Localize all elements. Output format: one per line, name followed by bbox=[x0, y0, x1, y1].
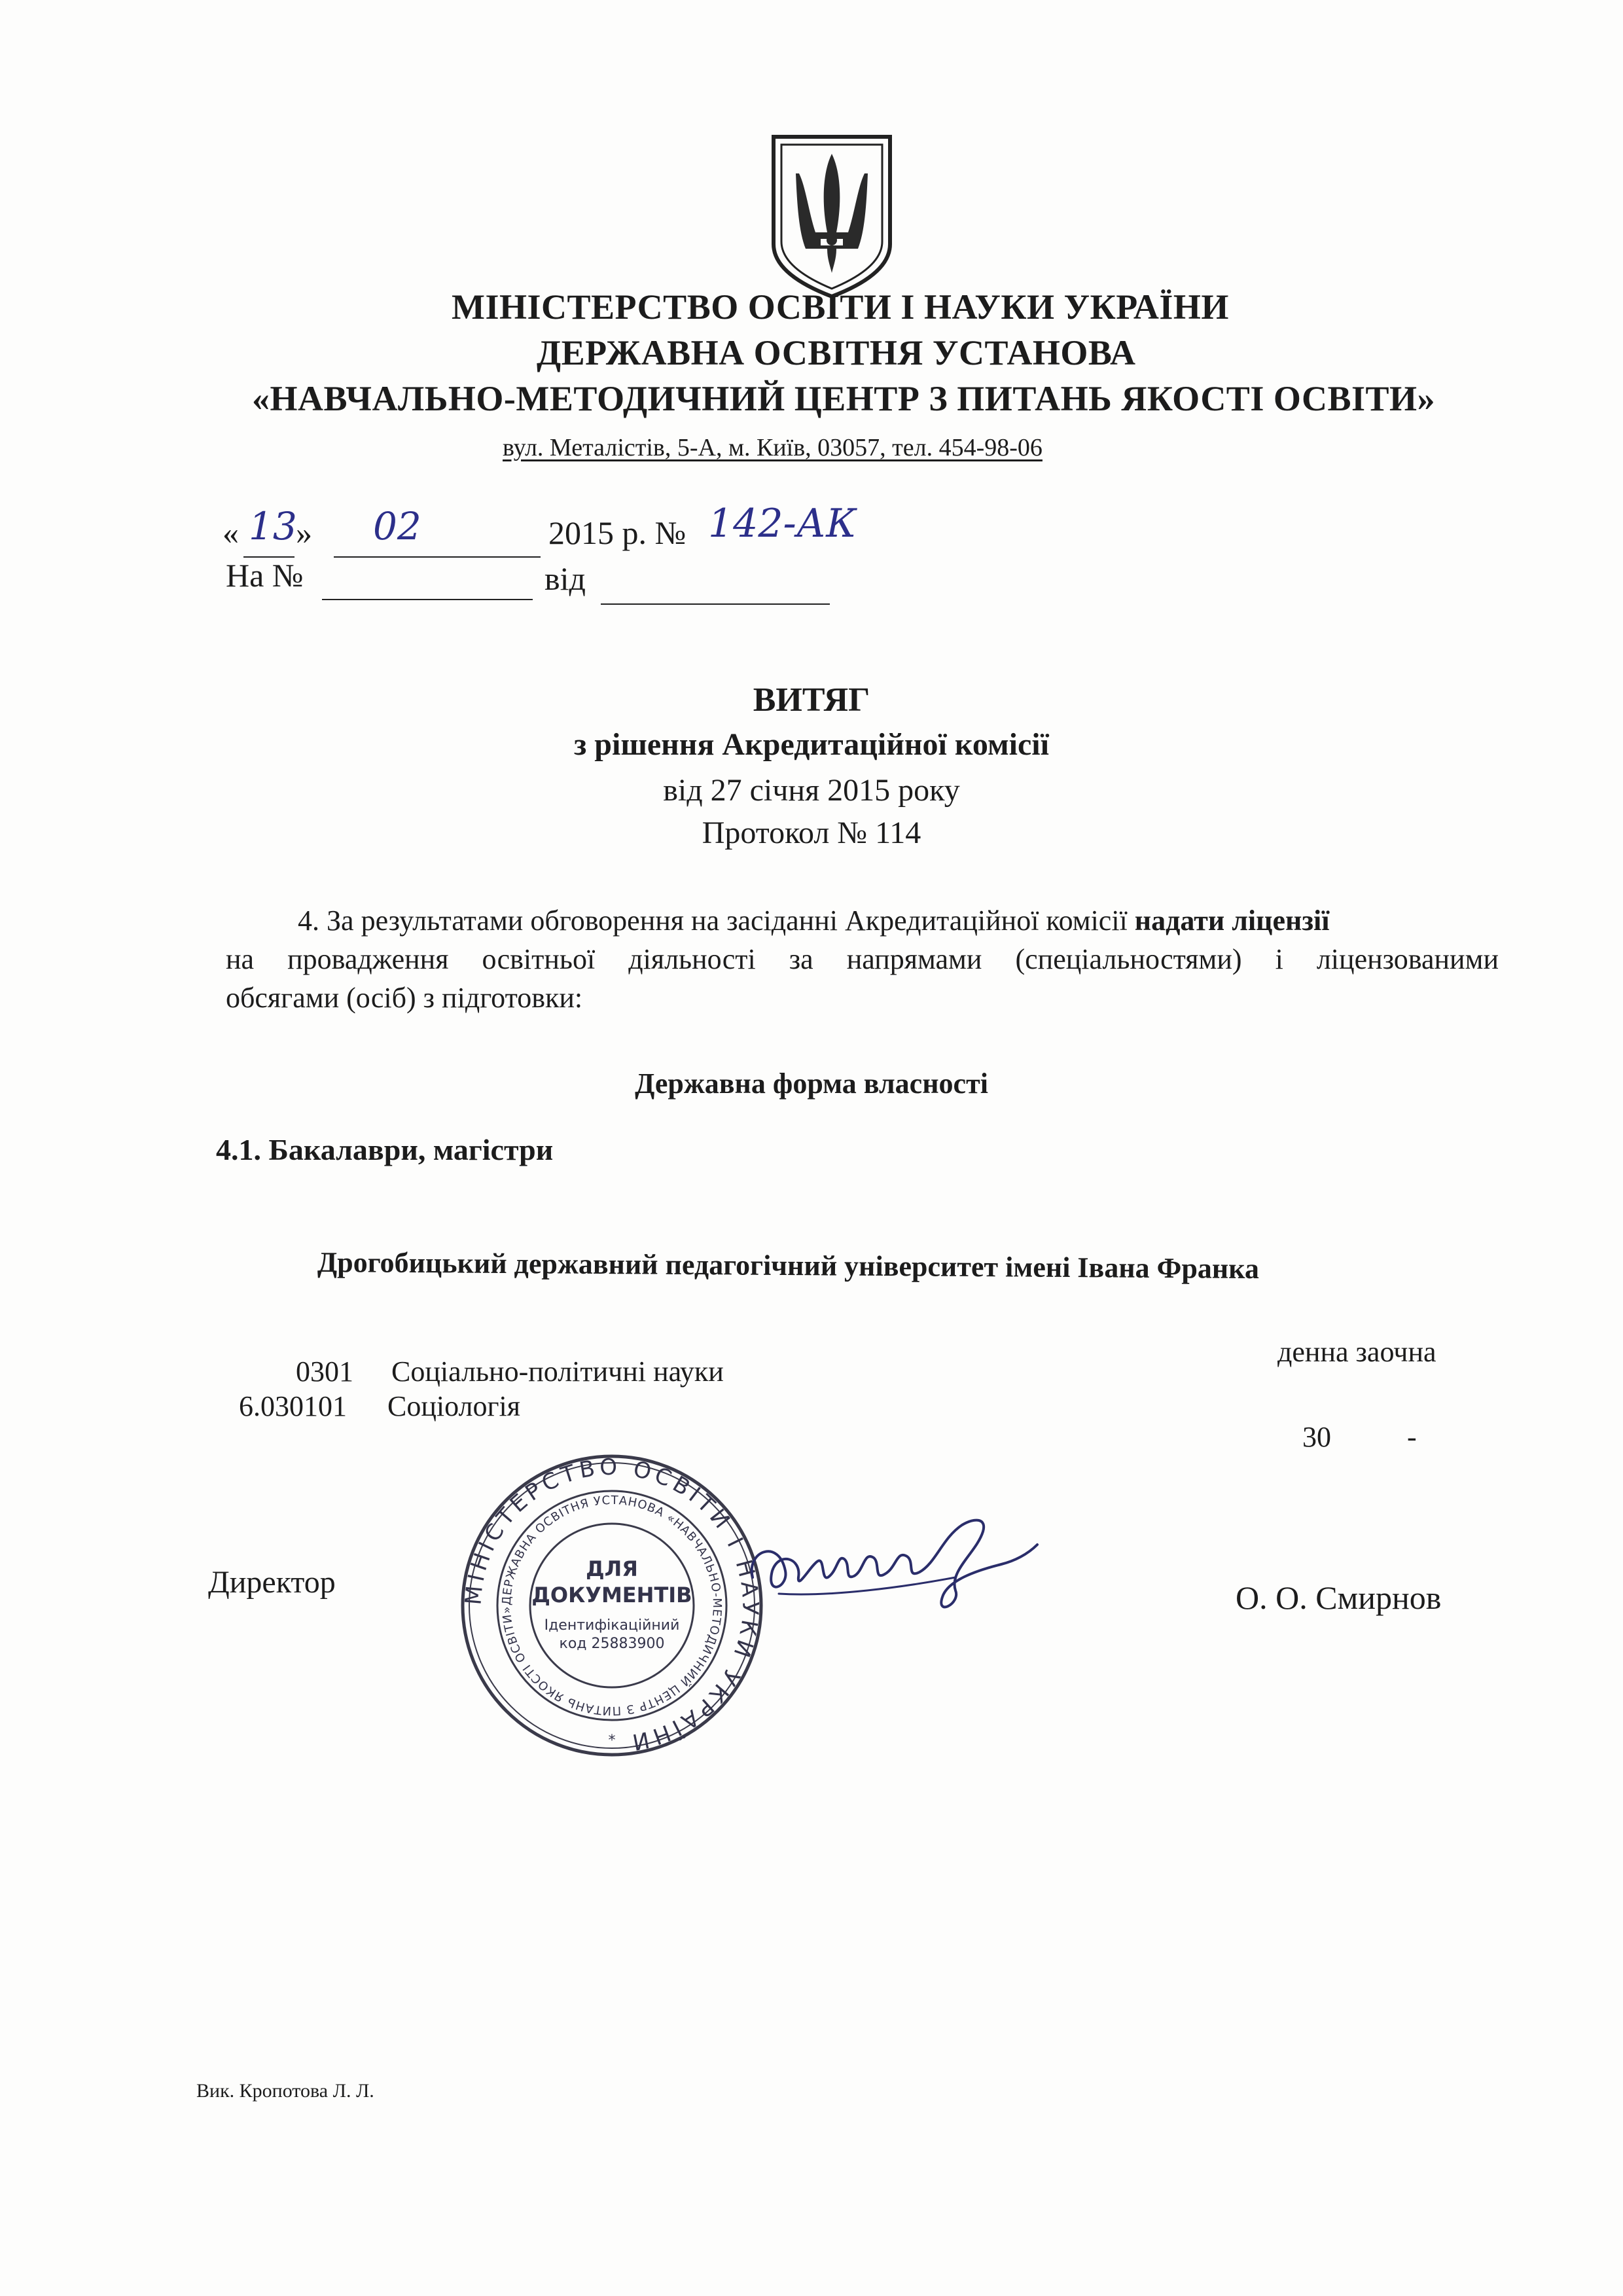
full-time-volume: 30 bbox=[1302, 1421, 1331, 1453]
paragraph-line-3: обсягами (осіб) з підготовки: bbox=[226, 982, 583, 1014]
signatory-name: О. О. Смирнов bbox=[1236, 1579, 1442, 1616]
university-name: Дрогобицький державний педагогічний університет імені Івана Франка bbox=[317, 1246, 1260, 1285]
paragraph-line-2: на провадження освітньої діяльності за напрямами (спеціальностями) і ліцензованими bbox=[226, 943, 1499, 975]
specialty-code: 0301 bbox=[296, 1355, 353, 1388]
study-form-header: денна заочна bbox=[1277, 1336, 1436, 1368]
document-subtitle: з рішення Акредитаційної комісії bbox=[574, 727, 1049, 762]
day-handwritten: 13 bbox=[249, 504, 297, 548]
protocol-number: Протокол № 114 bbox=[702, 816, 921, 850]
stamp-outer-text: МІНІСТЕРСТВО ОСВІТИ І НАУКИ УКРАЇНИ bbox=[460, 1454, 764, 1756]
part-time-volume: - bbox=[1407, 1421, 1417, 1453]
outgoing-number-handwritten: 142-АК bbox=[708, 501, 857, 547]
document-title: ВИТЯГ bbox=[753, 681, 870, 719]
center-name: «НАВЧАЛЬНО-МЕТОДИЧНИЙ ЦЕНТР З ПИТАНЬ ЯКОСТІ ОСВІТИ» bbox=[252, 379, 1436, 418]
specialty-code: 6.030101 bbox=[239, 1390, 347, 1422]
from-label: від bbox=[544, 560, 586, 597]
stamp-center-line-1: ДЛЯ bbox=[586, 1556, 638, 1581]
paragraph-emphasis: надати ліцензії bbox=[1134, 905, 1330, 937]
ministry-title: МІНІСТЕРСТВО ОСВІТИ І НАУКИ УКРАЇНИ bbox=[452, 287, 1229, 327]
signatory-position: Директор bbox=[208, 1565, 336, 1600]
director-signature bbox=[740, 1499, 1054, 1630]
stamp-center-line-4: код 25883900 bbox=[559, 1636, 665, 1652]
paragraph-line-1 bbox=[298, 902, 1495, 940]
month-handwritten: 02 bbox=[373, 504, 421, 548]
ownership-form: Державна форма власності bbox=[635, 1067, 988, 1100]
specialty-name: Соціологія bbox=[387, 1390, 521, 1422]
official-stamp bbox=[458, 1452, 766, 1759]
paragraph-text: 4. За результатами обговорення на засіданні Акредитаційної комісії bbox=[298, 905, 1135, 937]
year-number-label: 2015 р. № bbox=[548, 514, 687, 551]
address-line: вул. Металістів, 5-А, м. Київ, 03057, тел. 454-98-06 bbox=[503, 434, 1043, 461]
section-heading: 4.1. Бакалаври, магістри bbox=[216, 1133, 554, 1166]
stamp-center-line-2: ДОКУМЕНТІВ bbox=[531, 1583, 692, 1607]
stamp-inner-text: ДЕРЖАВНА ОСВІТНЯ УСТАНОВА «НАВЧАЛЬНО-МЕТОДИЧНИЙ ЦЕНТР З ПИТАНЬ ЯКОСТІ ОСВІТИ» bbox=[499, 1493, 724, 1718]
stamp-center-line-3: Ідентифікаційний bbox=[544, 1617, 680, 1634]
reference-label: На № bbox=[226, 557, 304, 594]
open-quote: « bbox=[223, 514, 239, 551]
institution-title: ДЕРЖАВНА ОСВІТНЯ УСТАНОВА bbox=[537, 333, 1136, 372]
coat-of-arms-icon bbox=[770, 134, 894, 299]
specialty-name: Соціально-політичні науки bbox=[391, 1355, 724, 1388]
close-quote: » bbox=[296, 514, 312, 551]
executor-note: Вик. Кропотова Л. Л. bbox=[196, 2080, 374, 2102]
decision-date: від 27 січня 2015 року bbox=[663, 773, 960, 808]
svg-text:*: * bbox=[608, 1732, 616, 1749]
